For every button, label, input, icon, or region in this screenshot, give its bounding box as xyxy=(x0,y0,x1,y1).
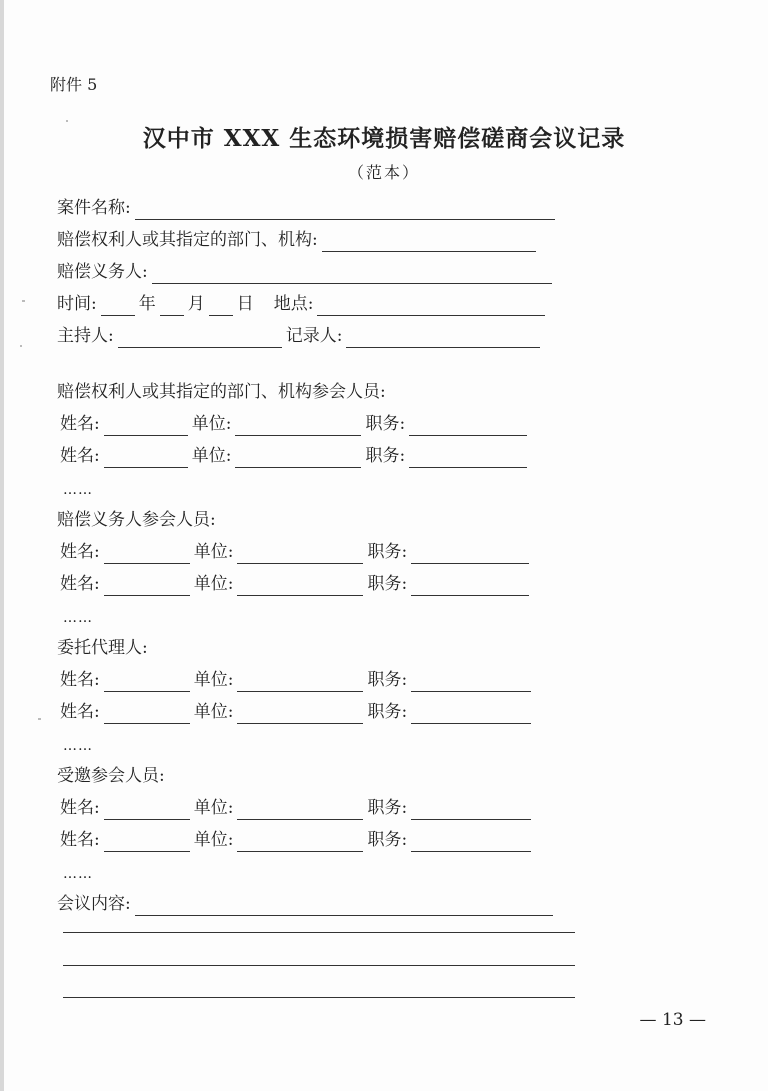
attendee-row xyxy=(60,572,533,596)
place-label: 地点: xyxy=(273,294,314,314)
name-field[interactable] xyxy=(104,417,188,436)
attendee-row xyxy=(60,828,535,852)
unit-field[interactable] xyxy=(235,449,361,468)
unit-label: 单位: xyxy=(193,798,234,818)
name-label: 姓名: xyxy=(60,830,100,850)
name-field[interactable] xyxy=(104,673,190,692)
position-label: 职务: xyxy=(365,414,406,434)
name-label: 姓名: xyxy=(60,702,100,722)
meeting-content-field[interactable] xyxy=(135,897,553,916)
meeting-content-row xyxy=(57,892,557,916)
document-title: 汉中市 XXX 生态环境损害赔偿磋商会议记录 xyxy=(142,125,626,152)
section-heading: 受邀参会人员: xyxy=(57,766,165,786)
name-label: 姓名: xyxy=(60,414,100,434)
obligee-row xyxy=(57,228,540,252)
unit-label: 单位: xyxy=(191,446,232,466)
attendee-row xyxy=(60,668,535,692)
position-field[interactable] xyxy=(411,801,531,820)
day-label: 日 xyxy=(236,294,254,314)
unit-field[interactable] xyxy=(237,705,363,724)
year-field[interactable] xyxy=(101,297,135,316)
name-field[interactable] xyxy=(104,545,190,564)
content-line[interactable] xyxy=(63,965,575,966)
name-label: 姓名: xyxy=(60,542,100,562)
position-field[interactable] xyxy=(409,449,527,468)
unit-label: 单位: xyxy=(193,830,234,850)
position-label: 职务: xyxy=(367,542,408,562)
position-label: 职务: xyxy=(367,830,408,850)
name-label: 姓名: xyxy=(60,670,100,690)
content-line[interactable] xyxy=(63,997,575,998)
section-heading: 赔偿权利人或其指定的部门、机构参会人员: xyxy=(57,382,386,402)
attendee-row xyxy=(60,796,535,820)
unit-label: 单位: xyxy=(193,542,234,562)
obligor-row xyxy=(57,260,556,284)
obligee-field[interactable] xyxy=(322,233,536,252)
meeting-content-label: 会议内容: xyxy=(57,894,131,914)
month-field[interactable] xyxy=(160,297,184,316)
obligee-label: 赔偿权利人或其指定的部门、机构: xyxy=(57,230,318,250)
attendee-row xyxy=(60,540,533,564)
year-label: 年 xyxy=(138,294,156,314)
position-field[interactable] xyxy=(411,577,529,596)
ellipsis: …… xyxy=(63,738,93,754)
attachment-label: 附件 5 xyxy=(50,75,98,94)
position-field[interactable] xyxy=(411,545,529,564)
scan-speck xyxy=(38,718,41,720)
day-field[interactable] xyxy=(209,297,233,316)
obligor-label: 赔偿义务人: xyxy=(57,262,148,282)
position-field[interactable] xyxy=(411,833,531,852)
attendee-row xyxy=(60,444,531,468)
position-label: 职务: xyxy=(367,702,408,722)
ellipsis: …… xyxy=(63,610,93,626)
unit-label: 单位: xyxy=(193,574,234,594)
case-name-label: 案件名称: xyxy=(57,198,131,218)
unit-field[interactable] xyxy=(237,833,363,852)
position-field[interactable] xyxy=(411,673,531,692)
obligor-field[interactable] xyxy=(152,265,552,284)
attendee-row xyxy=(60,412,531,436)
unit-field[interactable] xyxy=(237,577,363,596)
name-label: 姓名: xyxy=(60,446,100,466)
name-field[interactable] xyxy=(104,801,190,820)
position-label: 职务: xyxy=(367,798,408,818)
name-label: 姓名: xyxy=(60,574,100,594)
case-name-row xyxy=(57,196,559,220)
position-label: 职务: xyxy=(367,670,408,690)
page-number: — 13 — xyxy=(639,1010,706,1030)
ellipsis: …… xyxy=(63,482,93,498)
unit-label: 单位: xyxy=(193,702,234,722)
unit-field[interactable] xyxy=(237,545,363,564)
recorder-label: 记录人: xyxy=(285,326,343,346)
name-field[interactable] xyxy=(104,705,190,724)
position-field[interactable] xyxy=(411,705,531,724)
name-field[interactable] xyxy=(104,449,188,468)
content-line[interactable] xyxy=(63,932,575,933)
host-recorder-row xyxy=(57,324,544,348)
name-label: 姓名: xyxy=(60,798,100,818)
unit-field[interactable] xyxy=(237,673,363,692)
month-label: 月 xyxy=(187,294,205,314)
ellipsis: …… xyxy=(63,866,93,882)
time-place-row xyxy=(57,292,549,316)
attendee-row xyxy=(60,700,535,724)
recorder-field[interactable] xyxy=(346,329,540,348)
name-field[interactable] xyxy=(104,577,190,596)
time-label: 时间: xyxy=(57,294,97,314)
scan-speck xyxy=(66,120,68,122)
section-heading: 委托代理人: xyxy=(57,638,148,658)
host-label: 主持人: xyxy=(57,326,114,346)
unit-field[interactable] xyxy=(237,801,363,820)
section-heading: 赔偿义务人参会人员: xyxy=(57,510,216,530)
position-field[interactable] xyxy=(409,417,527,436)
place-field[interactable] xyxy=(317,297,545,316)
case-name-field[interactable] xyxy=(135,201,555,220)
unit-label: 单位: xyxy=(191,414,232,434)
host-field[interactable] xyxy=(118,329,282,348)
unit-label: 单位: xyxy=(193,670,234,690)
unit-field[interactable] xyxy=(235,417,361,436)
position-label: 职务: xyxy=(367,574,408,594)
scan-speck xyxy=(20,345,22,347)
document-subtitle: （范本） xyxy=(347,163,420,182)
position-label: 职务: xyxy=(365,446,406,466)
scan-speck xyxy=(22,300,25,302)
name-field[interactable] xyxy=(104,833,190,852)
